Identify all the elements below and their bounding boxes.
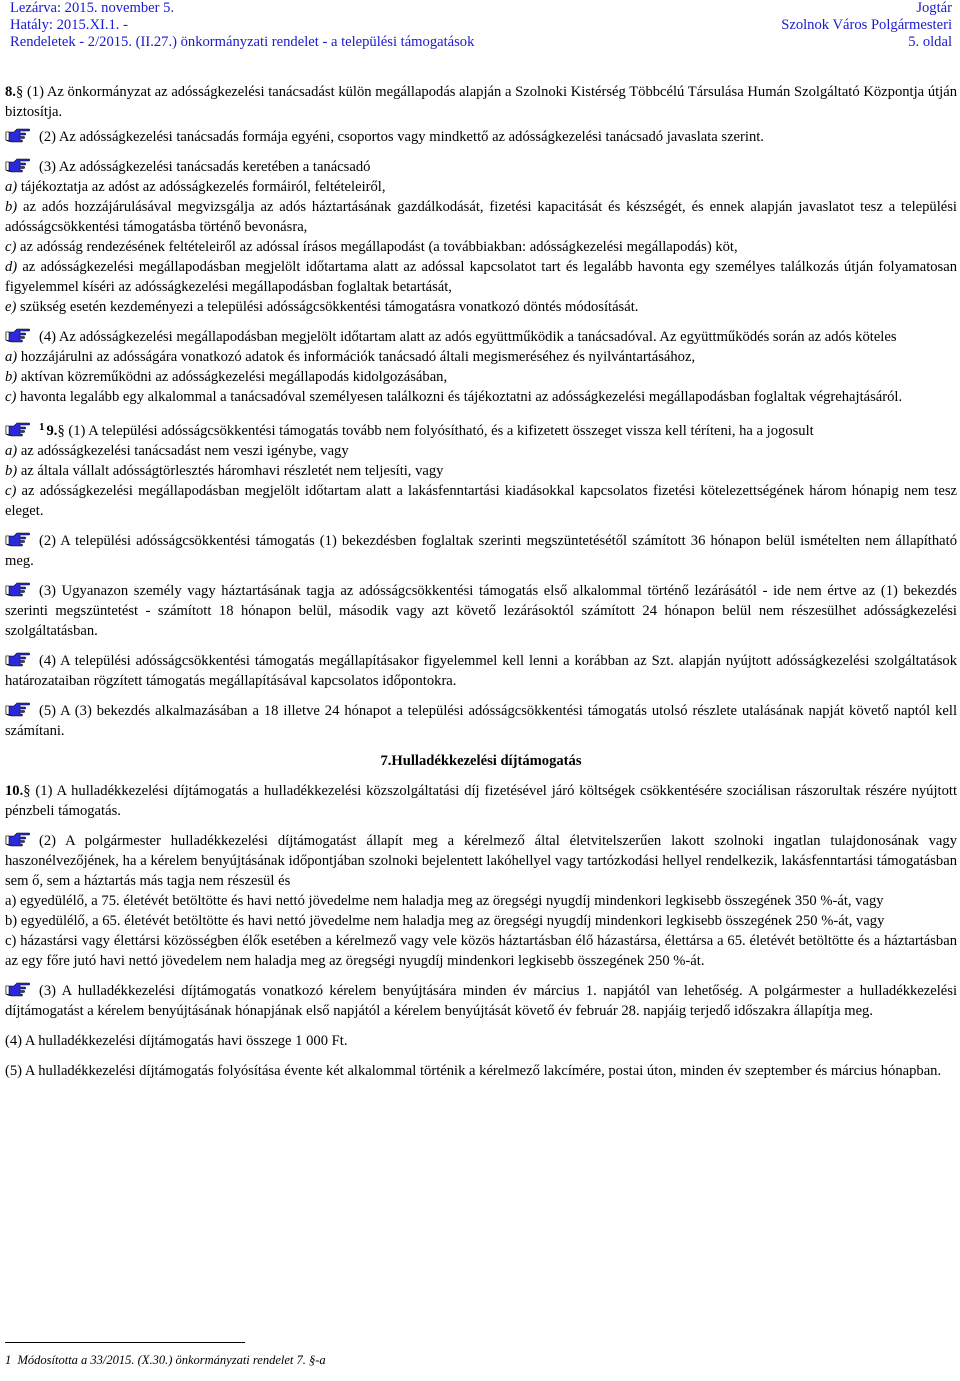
issuer-name: Szolnok Város Polgármesteri [781, 17, 952, 33]
section-10-number: 10. [5, 783, 24, 799]
list-label: b) [5, 463, 18, 479]
list-label: e) [5, 299, 17, 315]
footnote-divider [5, 1342, 245, 1343]
footnote [5, 1352, 957, 1368]
list-label: a) [5, 443, 18, 459]
pointing-hand-icon[interactable] [5, 531, 31, 547]
list-item [5, 237, 957, 257]
pointing-hand-icon[interactable] [5, 701, 31, 717]
publisher-name: Jogtár [916, 0, 952, 16]
list-item: a) egyedülélő, a 75. életévét betöltötte és havi nettó jövedelme nem haladja meg az öregségi nyugdíj mindenkori legkisebb összegének 350 %-át, vagy [5, 893, 884, 909]
list-label: a) [5, 179, 18, 195]
list-text: az adósságkezelési tanácsadást nem veszi igénybe, vagy [17, 443, 349, 459]
page-number: 5. oldal [908, 34, 952, 50]
para-text: (1) A települési adósságcsökkentési támogatás tovább nem folyósítható, és a kifizetett összeget vissza kell téríteni, ha a jogosult [64, 423, 814, 439]
pointing-hand-icon[interactable] [5, 581, 31, 597]
para-text: (5) A (3) bekezdés alkalmazásában a 18 illetve 24 hónapot a települési adósságcsökkentési támogatás utolsó részlete utalásának napját követő naptól kell számítani. [5, 703, 957, 739]
para-text: (2) Az adósságkezelési tanácsadás formája egyéni, csoportos vagy mindkettő az adósságkezelési tanácsadó javaslata szerint. [39, 129, 764, 145]
list-text: az általa vállalt adósságtörlesztés háromhavi részletét nem teljesíti, vagy [17, 463, 444, 479]
section-8-text-1: (1) Az önkormányzat az adósságkezelési tanácsadást külön megállapodás alapján a Szolnoki Kistérség Többcélú Társulása Humán Szolgáltató Központja útján biztosítja. [5, 84, 957, 120]
section-9-para-4 [5, 651, 957, 691]
list-label: c) [5, 389, 17, 405]
section-9-sign: § [57, 423, 65, 439]
section-10-para-5: (5) A hulladékkezelési díjtámogatás folyósítása évente két alkalommal történik a kérelmező lakcímére, postai úton, minden év szeptember és március hónapban. [5, 1063, 942, 1079]
regulation-title: Rendeletek - 2/2015. (II.27.) önkormányzati rendelet - a települési támogatások [10, 34, 475, 50]
section-8-number: 8. [5, 84, 16, 100]
chapter-7-title: 7.Hulladékkezelési díjtámogatás [380, 753, 582, 769]
list-label: c) [5, 239, 17, 255]
para-text: (2) A polgármester hulladékkezelési díjtámogatást állapít meg a kérelmező által életvitelszerűen lakott szolnoki ingatlan tulajdonosának vagy haszonélvezőjének, ha a kérelem benyújtásának időpontjában szolnoki bejelentett lakóhellyel vagy tartózkodási hellyel rendelkezik, lakásfenntartási támogatásban sem ő, sem a háztartás más tagja nem részesül és [5, 833, 957, 889]
list-text: havonta legalább egy alkalommal a tanácsadóval személyesen találkozni és tájékoztatni az adósságkezelési megállapodásban foglaltak végrehajtásáról. [16, 389, 903, 405]
list-item [5, 257, 957, 297]
para-text: (1) A hulladékkezelési díjtámogatás a hulladékkezelési közszolgáltatási díj fizetésével járó költségek csökkentésére szociálisan rászorultak részére nyújtott pénzbeli támogatás. [5, 783, 957, 819]
pointing-hand-icon[interactable] [5, 831, 31, 847]
section-9-para-1 [5, 417, 957, 441]
section-10-para-4: (4) A hulladékkezelési díjtámogatás havi összege 1 000 Ft. [5, 1033, 348, 1049]
para-text: (4) Az adósságkezelési megállapodásban megjelölt időtartam alatt az adós együttműködik a tanácsadóval. Az együttműködés során az adós köteles [39, 329, 897, 345]
header-left [10, 0, 474, 51]
para-text: (2) A települési adósságcsökkentési támogatás (1) bekezdésben foglaltak szerinti megszüntetésétől számított 36 hónapon belül ismételten nem állapítható meg. [5, 533, 957, 569]
para-text: (3) Az adósságkezelési tanácsadás keretében a tanácsadó [39, 159, 371, 175]
section-8-sign: § [15, 84, 24, 100]
list-label: a) [5, 349, 18, 365]
para-text: (3) A hulladékkezelési díjtámogatás vonatkozó kérelem benyújtására minden év március 1. napjától van lehetőség. A polgármester a hulladékkezelési díjtámogatást a kérelem benyújtásának hónapjának első napjától a kérelem benyújtását követő év február 28. napjáig terjedő időszakra állapítja meg. [5, 983, 957, 1019]
section-9-number: 9. [46, 423, 58, 439]
section-10-para-1 [5, 781, 957, 821]
list-text: az adósság rendezésének feltételeiről az adóssal írásos megállapodást (a továbbiakban: adósságkezelési megállapodás) köt, [16, 239, 738, 255]
footnote-number: 1 [5, 1353, 12, 1367]
section-9-para-3 [5, 581, 957, 641]
list-item [5, 367, 957, 387]
pointing-hand-icon[interactable] [5, 981, 31, 997]
list-text: az adósságkezelési megállapodásban megjelölt időtartam alatt a lakásfenntartási kiadásokkal kapcsolatos fizetési kötelezettségének három hónapig nem tesz eleget. [5, 483, 957, 519]
section-9-para-2 [5, 531, 957, 571]
list-text: szükség esetén kezdeményezi a települési adósságcsökkentési támogatásra vonatkozó döntés módosítását. [16, 299, 639, 315]
section-8-para-3 [5, 157, 957, 177]
list-item [5, 461, 957, 481]
page-header [5, 0, 957, 60]
section-8-para-4 [5, 327, 957, 347]
footnote-ref[interactable]: 1 [39, 421, 45, 433]
footnote-text: Módosította a 33/2015. (X.30.) önkormányzati rendelet 7. §-a [17, 1353, 326, 1367]
effective-date: Hatály: 2015.XI.1. - [10, 17, 128, 33]
list-item [5, 441, 957, 461]
pointing-hand-icon[interactable] [5, 327, 31, 343]
list-item [5, 197, 957, 237]
list-item: c) házastársi vagy élettársi közösségben élők esetében a kérelmező vagy vele közös háztartásban élő házastársa, élettársa a 65. életévét betöltötte és a háztartásban az egy főre jutó havi nettó jövedelem nem haladja meg az öregségi nyugdíj mindenkori legkisebb összegének 250 %-át. [5, 933, 957, 969]
list-item [5, 297, 957, 317]
list-item [5, 387, 957, 407]
list-item [5, 347, 957, 367]
section-9-para-5 [5, 701, 957, 741]
para-text: (4) A települési adósságcsökkentési támogatás megállapításakor figyelemmel kell lenni a korábban az Szt. alapján nyújtott adósságkezelési szolgáltatások határozataiban rögzített támogatás megállapításával kapcsolatos időpontokra. [5, 653, 957, 689]
header-right [781, 0, 952, 51]
section-10-para-3 [5, 981, 957, 1021]
pointing-hand-icon[interactable] [5, 651, 31, 667]
list-label: d) [5, 259, 18, 275]
list-text: az adósságkezelési megállapodásban megjelölt időtartama alatt az adóssal kapcsolatot tart és legalább havonta egy személyes találkozás útján folyamatosan figyelemmel kíséri az adósságkezelési megállapodásban foglaltak betartását, [5, 259, 957, 295]
section-10-para-2 [5, 831, 957, 891]
list-label: b) [5, 369, 18, 385]
list-item: b) egyedülélő, a 65. életévét betöltötte és havi nettó jövedelme nem haladja meg az öregségi nyugdíj mindenkori legkisebb összegének 250 %-át, vagy [5, 913, 885, 929]
document-body [5, 82, 957, 1081]
list-item [5, 481, 957, 521]
list-text: tájékoztatja az adóst az adósságkezelés formáiról, feltételeiről, [17, 179, 386, 195]
pointing-hand-icon[interactable] [5, 127, 31, 143]
list-item [5, 177, 957, 197]
pointing-hand-icon[interactable] [5, 421, 31, 437]
list-label: c) [5, 483, 17, 499]
pointing-hand-icon[interactable] [5, 157, 31, 173]
para-text: (3) Ugyanazon személy vagy háztartásának tagja az adósságcsökkentési támogatás első alkalommal történő lezárásától - ide nem értve az (1) bekezdés szerinti megszüntetést - számított 18 hónapon belül, második vagy azt követő lezárásoktól számított 24 hónapon belül nem részesülhet adósságkezelési szolgáltatásban. [5, 583, 957, 639]
list-label: b) [5, 199, 18, 215]
list-text: hozzájárulni az adósságára vonatkozó adatok és információk tanácsadó általi megismeréséhez és nyilvántartásához, [17, 349, 696, 365]
section-8-para-1 [5, 82, 957, 122]
closing-date: Lezárva: 2015. november 5. [10, 0, 175, 16]
list-text: aktívan közreműködni az adósságkezelési megállapodás kidolgozásában, [17, 369, 448, 385]
list-text: az adós hozzájárulásával megvizsgálja az adós háztartásának gazdálkodását, fizetési kapacitását és készségét, és ennek alapján javaslatot tesz a települési adósságcsökkentési támogatásba történő bevonásra, [5, 199, 957, 235]
section-8-para-2 [5, 127, 957, 147]
section-10-sign: § [23, 783, 31, 799]
